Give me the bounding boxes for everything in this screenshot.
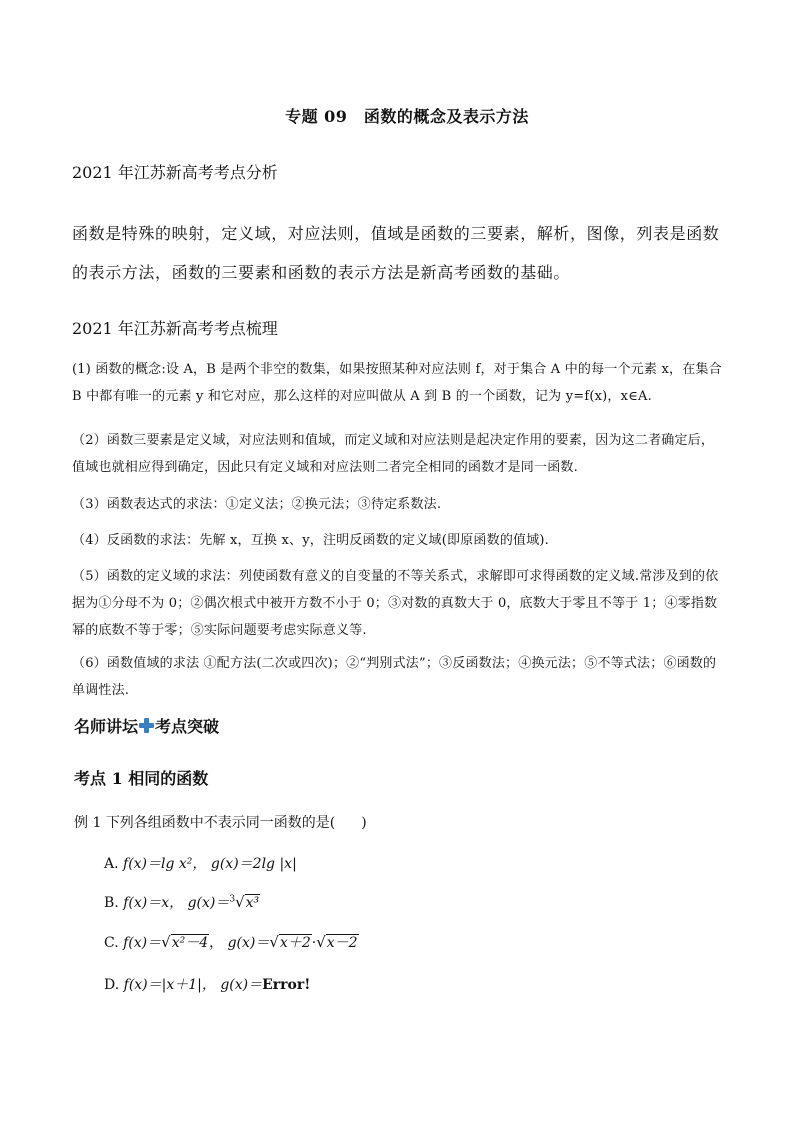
blue-cross-icon: [139, 718, 154, 733]
point-1: (1) 函数的概念:设 A，B 是两个非空的数集，如果按照某种对应法则 f，对于集合 A 中的每一个元素 x，在集合 B 中都有唯一的元素 y 和它对应，那么这样的对应叫做从 A 到 B 的一个函数，记为 y=f(x)，x∈A.: [72, 362, 722, 404]
radical-icon: √: [235, 893, 245, 911]
point-3: （3）函数表达式的求法：①定义法；②换元法；③待定系数法.: [72, 497, 442, 512]
page-title: 专题 09 函数的概念及表示方法: [285, 107, 529, 126]
option-b-f: f(x)＝x，: [123, 895, 184, 911]
option-d-f: f(x)＝|x＋1|，: [123, 977, 216, 993]
option-a: [104, 853, 297, 873]
option-c-g-radicand-2: x－2: [326, 935, 358, 951]
option-b-g-pre: g(x)＝: [187, 895, 230, 911]
analysis-heading: 2021 年江苏新高考考点分析: [72, 163, 278, 182]
example-label: 例 1: [74, 815, 102, 831]
option-c-sep: ，: [209, 935, 224, 951]
radical-icon: √: [269, 933, 279, 951]
master-heading: [74, 714, 219, 737]
option-c: [104, 932, 359, 952]
point-4: （4）反函数的求法：先解 x，互换 x、y，注明反函数的定义域(即原函数的值域).: [72, 533, 550, 548]
radical-icon: √: [161, 933, 171, 951]
option-c-g-radicand-1: x＋2: [279, 935, 311, 951]
master-heading-right: 考点突破: [155, 717, 220, 736]
option-d: [104, 974, 310, 994]
option-a-letter: A.: [104, 856, 119, 872]
point-5: （5）函数的定义域的求法：列使函数有意义的自变量的不等关系式，求解即可求得函数的定义域.常涉及到的依据为①分母不为 0；②偶次根式中被开方数不小于 0；③对数的真数大于 0，底数大于零且不等于 1；④零指数幂的底数不等于零；⑤实际问题要考虑实际意义等.: [72, 569, 719, 638]
option-d-letter: D.: [104, 977, 120, 993]
option-c-dot: ·: [311, 935, 317, 951]
option-a-f: f(x)＝lg x²，: [123, 856, 207, 872]
option-b: [104, 892, 260, 912]
master-heading-left: 名师讲坛: [74, 717, 139, 736]
option-c-g-pre: g(x)＝: [227, 935, 270, 951]
point-2: （2）函数三要素是定义域，对应法则和值域，而定义域和对应法则是起决定作用的要素，因为这二者确定后，值域也就相应得到确定，因此只有定义域和对应法则二者完全相同的函数才是同一函数.: [72, 433, 715, 475]
option-a-g: g(x)＝2lg |x|: [210, 856, 297, 872]
option-d-g-pre: g(x)＝: [220, 977, 263, 993]
option-b-letter: B.: [104, 895, 119, 911]
example-text: 下列各组函数中不表示同一函数的是(: [105, 815, 336, 831]
option-c-f-radicand: x²－4: [171, 935, 209, 951]
radical-icon: √: [316, 933, 326, 951]
option-d-error: Error!: [262, 977, 311, 993]
example-question: [74, 812, 367, 832]
example-close: ): [361, 815, 367, 831]
intro-paragraph: 函数是特殊的映射，定义域，对应法则，值域是函数的三要素，解析，图像，列表是函数的表示方法，函数的三要素和函数的表示方法是新高考函数的基础。: [72, 224, 720, 282]
review-heading: 2021 年江苏新高考考点梳理: [72, 319, 278, 338]
option-b-radicand: x³: [245, 895, 260, 911]
option-b-root-index: 3: [229, 894, 236, 905]
option-c-f-pre: f(x)＝: [123, 935, 162, 951]
point-heading: 考点 1 相同的函数: [74, 769, 209, 788]
option-c-letter: C.: [104, 935, 119, 951]
point-6: （6）函数值域的求法 ①配方法(二次或四次)；②“判别式法”；③反函数法；④换元法；⑤不等式法；⑥函数的单调性法.: [72, 656, 717, 698]
